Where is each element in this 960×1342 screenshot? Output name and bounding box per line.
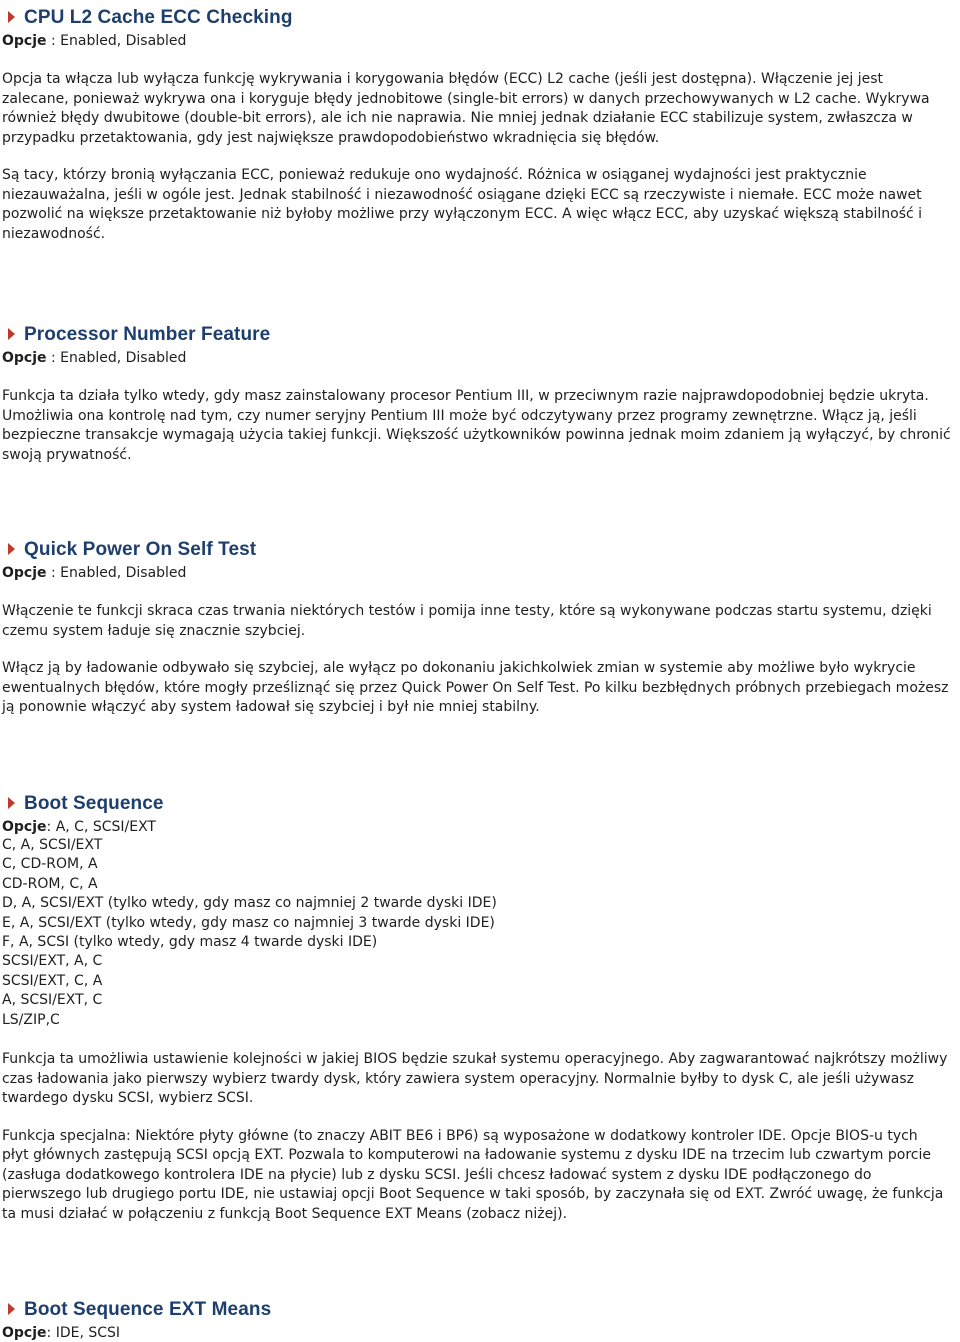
options-label: Opcje (2, 33, 47, 49)
section-boot-sequence-ext-means (0, 1296, 960, 1342)
options-value: Enabled, Disabled (60, 33, 187, 49)
paragraph-line: niezawodność. (2, 225, 106, 242)
paragraph (2, 602, 958, 641)
paragraph-line: Opcja ta włącza lub wyłącza funkcję wykrywania i korygowania błędów (ECC) L2 cache (jeśli jest dostępna). Włączenie jej jest (2, 71, 884, 87)
paragraph-line: Włączenie te funkcji skraca czas trwania niektórych testów i pomija inne testy, które są wykonywane podczas startu systemu, dzięki (2, 603, 932, 619)
options-separator: : (46, 819, 56, 835)
options-label: Opcje (2, 1325, 47, 1341)
options-line (2, 564, 958, 582)
options-separator: : (46, 565, 61, 581)
section-heading (5, 536, 958, 560)
paragraph-line: Umożliwia ona kontrolę nad tym, czy numer seryjny Pentium III może być odczytywany przez programy zewnętrzne. Włącz ją, jeśli (2, 407, 917, 424)
option-item: D, A, SCSI/EXT (tylko wtedy, gdy masz co najmniej 2 twarde dyski IDE) (2, 895, 497, 912)
options-line (2, 32, 958, 50)
section-processor-number-feature (0, 321, 960, 465)
paragraph-line: (zasługa dodatkowego kontrolera IDE na płycie) lub z dysku SCSI. Jeśli chcesz ładować system z dysku IDE podłączonego do (2, 1166, 872, 1183)
options-line (2, 349, 958, 367)
options-value: Enabled, Disabled (60, 565, 187, 581)
paragraph (2, 1050, 958, 1109)
paragraph-line: pierwszego lub drugiego portu IDE, nie ustawiaj opcji Boot Sequence w taki sposób, by zaczynała się od EXT. Zwróć uwagę, że funkcja (2, 1186, 944, 1203)
option-item: C, A, SCSI/EXT (2, 837, 103, 853)
paragraph (2, 166, 958, 244)
paragraph-line: płyt głównych zastępują SCSI opcją EXT. Pozwala to komputerowi na ładowanie systemu z dysku IDE na trzecim lub czwartym porcie (2, 1147, 931, 1164)
section-title: CPU L2 Cache ECC Checking (24, 7, 293, 28)
paragraph-line: ta musi działać w połączeniu z funkcją Boot Sequence EXT Means (zobacz niżej). (2, 1205, 568, 1222)
paragraph-line: twardego dysku SCSI, wybierz SCSI. (2, 1090, 254, 1107)
triangle-right-icon (5, 325, 19, 345)
paragraph-line: ewentualnych błędów, które mogły prześliznąć się przez Quick Power On Self Test. Po kilku bezbłędnych próbnych przebiegach możesz (2, 679, 949, 696)
section-title: Processor Number Feature (24, 324, 271, 345)
option-item: CD-ROM, C, A (2, 875, 98, 892)
options-value: A, C, SCSI/EXT (55, 819, 156, 835)
section-heading (5, 321, 958, 345)
option-item: C, CD-ROM, A (2, 856, 98, 873)
triangle-right-icon (5, 8, 19, 28)
triangle-right-icon (5, 540, 19, 560)
paragraph-line: przypadku przetaktowania, gdy jest największe prawdopodobieństwo wkradnięcia się błędów. (2, 129, 660, 146)
section-heading (5, 4, 958, 28)
paragraph-line: swoją prywatność. (2, 446, 132, 463)
option-item: A, SCSI/EXT, C (2, 992, 103, 1009)
option-item: SCSI/EXT, C, A (2, 972, 103, 989)
paragraph-line: ją ponownie włączyć aby system ładował się szybciej i był nie mniej stabilny. (2, 699, 540, 715)
triangle-right-icon (5, 1300, 19, 1320)
section-heading (5, 1296, 958, 1320)
paragraph (2, 70, 958, 148)
triangle-right-icon (5, 794, 19, 814)
options-value: Enabled, Disabled (60, 350, 187, 366)
paragraph-line: Są tacy, którzy bronią wyłączania ECC, ponieważ redukuje ono wydajność. Różnica w osiąganej wydajności jest praktycznie (2, 167, 867, 183)
section-quick-power-on-self-test (0, 536, 960, 718)
section-title: Boot Sequence EXT Means (24, 1299, 272, 1320)
option-item: LS/ZIP,C (2, 1011, 60, 1028)
section-title: Quick Power On Self Test (24, 539, 257, 560)
paragraph-line: niezauważalna, jeśli w ogóle jest. Jednak stabilność i niezawodność osiągane dzięki ECC są rzeczywiste i niemałe. ECC może nawet (2, 186, 922, 203)
section-boot-sequence (0, 790, 960, 1224)
paragraph-line: Funkcja specjalna: Niektóre płyty główne (to znaczy ABIT BE6 i BP6) są wyposażone w dodatkowy kontroler IDE. Opcje BIOS-u tych (2, 1127, 918, 1144)
paragraph-line: również błędy dwubitowe (double-bit errors), ale ich nie naprawia. Nie mniej jednak działanie ECC stabilizuje system, zwłaszcza w (2, 110, 913, 126)
paragraph-line: zalecane, ponieważ wykrywa ona i koryguje błędy jednobitowe (single-bit errors) w danych przechowywanych w L2 cache. Wykrywa (2, 90, 930, 107)
paragraph-line: Włącz ją by ładowanie odbywało się szybciej, ale wyłącz po dokonaniu jakichkolwiek zmian w systemie aby możliwe było wykrycie (2, 660, 916, 676)
paragraph (2, 659, 958, 718)
options-separator: : (46, 1325, 56, 1341)
options-separator: : (46, 350, 61, 366)
options-list (2, 836, 958, 1030)
paragraph-line: czemu system ładuje się znacznie szybciej. (2, 622, 306, 639)
paragraph (2, 1127, 958, 1225)
paragraph-line: Funkcja ta umożliwia ustawienie kolejności w jakiej BIOS będzie szukał systemu operacyjnego. Aby zagwarantować najkrótszy możliwy (2, 1051, 948, 1068)
section-cpu-l2-cache-ecc (0, 4, 960, 244)
option-item: F, A, SCSI (tylko wtedy, gdy masz 4 twarde dyski IDE) (2, 934, 378, 951)
paragraph-line: pozwolić na większe przetaktowanie niż byłoby możliwe przy wyłączonym ECC. A więc włącz ECC, aby uzyskać większą stabilność i (2, 206, 923, 222)
options-line (2, 1324, 958, 1342)
paragraph-line: Funkcja ta działa tylko wtedy, gdy masz zainstalowany procesor Pentium III, w przeciwnym razie najprawdopodobniej będzie ukryta. (2, 388, 929, 404)
section-heading (5, 790, 958, 814)
options-label: Opcje (2, 565, 47, 581)
option-item: SCSI/EXT, A, C (2, 953, 103, 970)
option-item: E, A, SCSI/EXT (tylko wtedy, gdy masz co najmniej 3 twarde dyski IDE) (2, 914, 495, 931)
paragraph-line: czas ładowania jako pierwszy wybierz twardy dysk, który zawiera system operacyjny. Normalnie byłby to dysk C, ale jeśli używasz (2, 1070, 914, 1087)
options-label: Opcje (2, 819, 47, 835)
options-value: IDE, SCSI (55, 1325, 121, 1341)
options-separator: : (46, 33, 61, 49)
paragraph-line: bezpieczne transakcje wymagają użycia takiej funkcji. Większość użytkowników powinna jednak moim zdaniem ją wyłączyć, by chronić (2, 427, 951, 443)
options-line (2, 818, 958, 836)
paragraph (2, 387, 958, 465)
section-title: Boot Sequence (24, 793, 164, 814)
options-label: Opcje (2, 350, 47, 366)
